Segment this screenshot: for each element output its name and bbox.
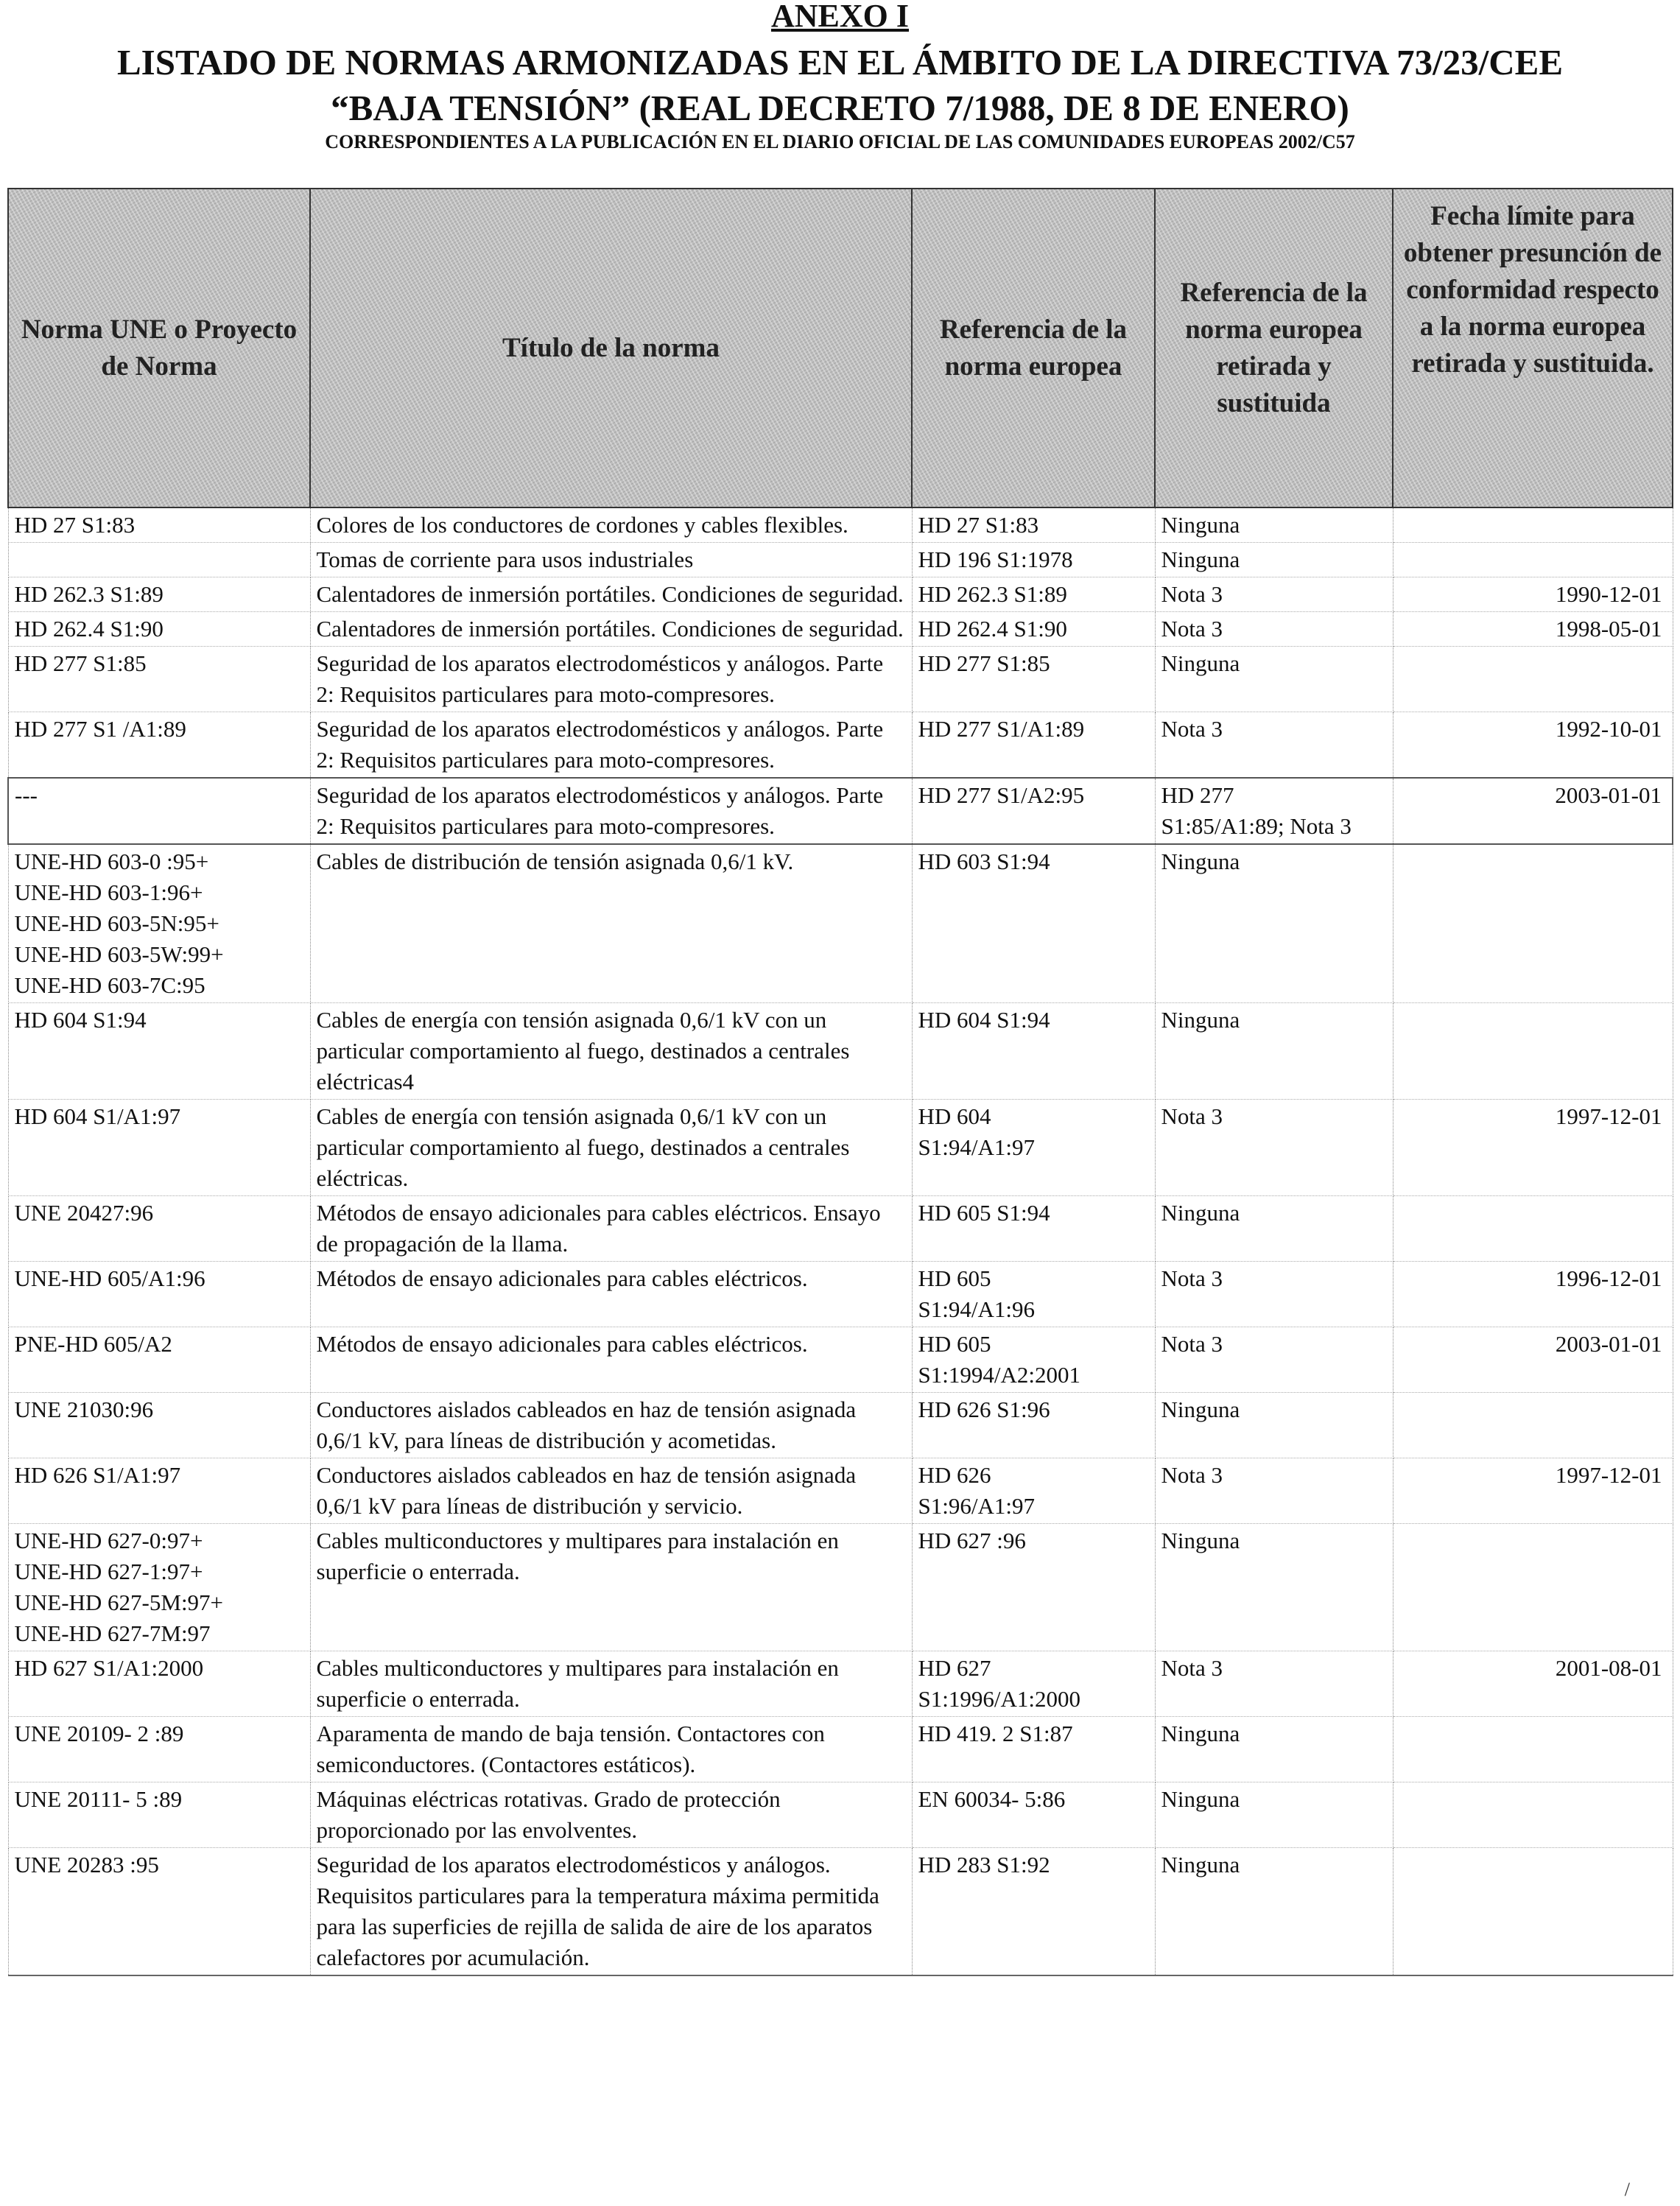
- table-row: [8, 1717, 1673, 1782]
- cell-withdrawn-ref: Nota 3: [1155, 1651, 1393, 1717]
- table-row: [8, 1327, 1673, 1393]
- table-body: [8, 507, 1673, 1975]
- cell-title: Calentadores de inmersión portátiles. Condiciones de seguridad.: [310, 577, 912, 612]
- column-header-european-ref: Referencia de la norma europea: [912, 189, 1155, 507]
- table-row: [8, 1003, 1673, 1100]
- cell-withdrawn-ref: Nota 3: [1155, 1262, 1393, 1327]
- cell-european-ref: HD 627 :96: [912, 1524, 1155, 1651]
- cell-title: Cables de energía con tensión asignada 0,6/1 kV con un particular comportamiento al fuego, destinados a centrales eléctricas4: [310, 1003, 912, 1100]
- cell-european-ref: HD 605 S1:94: [912, 1196, 1155, 1262]
- cell-withdrawn-ref: HD 277 S1:85/A1:89; Nota 3: [1155, 778, 1393, 844]
- table-row: [8, 1848, 1673, 1976]
- document-subtitle: CORRESPONDIENTES A LA PUBLICACIÓN EN EL DIARIO OFICIAL DE LAS COMUNIDADES EUROPEAS 2002/C57: [325, 131, 1355, 152]
- cell-withdrawn-ref: Nota 3: [1155, 1327, 1393, 1393]
- column-header-une: Norma UNE o Proyecto de Norma: [8, 189, 310, 507]
- cell-une: [8, 543, 310, 577]
- column-header-withdrawn-ref: Referencia de la norma europea retirada y sustituida: [1155, 189, 1393, 507]
- table-row: [8, 712, 1673, 779]
- cell-withdrawn-ref: Ninguna: [1155, 1393, 1393, 1458]
- cell-european-ref: HD 262.4 S1:90: [912, 612, 1155, 647]
- cell-title: Aparamenta de mando de baja tensión. Contactores con semiconductores. (Contactores estáticos).: [310, 1717, 912, 1782]
- cell-deadline: 1997-12-01: [1393, 1100, 1673, 1196]
- column-header-title: Título de la norma: [310, 189, 912, 507]
- table-row: [8, 507, 1673, 543]
- cell-withdrawn-ref: Nota 3: [1155, 1100, 1393, 1196]
- cell-withdrawn-ref: Ninguna: [1155, 543, 1393, 577]
- cell-une: ---: [8, 778, 310, 844]
- cell-une: UNE 20109- 2 :89: [8, 1717, 310, 1782]
- cell-deadline: 1998-05-01: [1393, 612, 1673, 647]
- cell-deadline: 1997-12-01: [1393, 1458, 1673, 1524]
- cell-title: Seguridad de los aparatos electrodomésticos y análogos. Requisitos particulares para la temperatura máxima permitida para las superficies de rejilla de salida de aire de los aparatos calefactores por acumulación.: [310, 1848, 912, 1976]
- cell-withdrawn-ref: Nota 3: [1155, 612, 1393, 647]
- cell-deadline: 2003-01-01: [1393, 778, 1673, 844]
- cell-withdrawn-ref: Ninguna: [1155, 1782, 1393, 1848]
- cell-une: HD 604 S1:94: [8, 1003, 310, 1100]
- cell-une: HD 277 S1:85: [8, 647, 310, 712]
- cell-deadline: 2001-08-01: [1393, 1651, 1673, 1717]
- cell-withdrawn-ref: Nota 3: [1155, 1458, 1393, 1524]
- table-row: [8, 1782, 1673, 1848]
- cell-title: Métodos de ensayo adicionales para cables eléctricos.: [310, 1262, 912, 1327]
- cell-withdrawn-ref: Nota 3: [1155, 712, 1393, 779]
- cell-deadline: 1992-10-01: [1393, 712, 1673, 779]
- document-title-line-1: LISTADO DE NORMAS ARMONIZADAS EN EL ÁMBITO DE LA DIRECTIVA 73/23/CEE: [116, 42, 1564, 82]
- table-header-row: [8, 189, 1673, 507]
- cell-european-ref: HD 277 S1:85: [912, 647, 1155, 712]
- cell-title: Tomas de corriente para usos industriales: [310, 543, 912, 577]
- table-row: [8, 1100, 1673, 1196]
- table-row: [8, 577, 1673, 612]
- cell-deadline: [1393, 1782, 1673, 1848]
- cell-une: HD 626 S1/A1:97: [8, 1458, 310, 1524]
- cell-european-ref: HD 605 S1:1994/A2:2001: [912, 1327, 1155, 1393]
- cell-european-ref: HD 419. 2 S1:87: [912, 1717, 1155, 1782]
- cell-european-ref: HD 277 S1/A2:95: [912, 778, 1155, 844]
- cell-une: UNE 20427:96: [8, 1196, 310, 1262]
- table-row: [8, 1262, 1673, 1327]
- cell-title: Métodos de ensayo adicionales para cables eléctricos.: [310, 1327, 912, 1393]
- table-row: [8, 1196, 1673, 1262]
- table-row: [8, 647, 1673, 712]
- cell-une: HD 262.3 S1:89: [8, 577, 310, 612]
- cell-deadline: 1996-12-01: [1393, 1262, 1673, 1327]
- cell-deadline: [1393, 647, 1673, 712]
- cell-title: Colores de los conductores de cordones y cables flexibles.: [310, 507, 912, 543]
- cell-european-ref: HD 604 S1:94/A1:97: [912, 1100, 1155, 1196]
- cell-deadline: [1393, 1196, 1673, 1262]
- cell-title: Seguridad de los aparatos electrodomésticos y análogos. Parte 2: Requisitos particulares para moto-compresores.: [310, 712, 912, 779]
- cell-european-ref: HD 27 S1:83: [912, 507, 1155, 543]
- cell-deadline: 2003-01-01: [1393, 1327, 1673, 1393]
- document-title-line-2: “BAJA TENSIÓN” (REAL DECRETO 7/1988, DE 8 DE ENERO): [331, 88, 1349, 128]
- cell-deadline: [1393, 1393, 1673, 1458]
- cell-withdrawn-ref: Ninguna: [1155, 1848, 1393, 1976]
- cell-une: HD 277 S1 /A1:89: [8, 712, 310, 779]
- cell-une: UNE 21030:96: [8, 1393, 310, 1458]
- cell-deadline: [1393, 1848, 1673, 1976]
- table-row: [8, 844, 1673, 1003]
- cell-withdrawn-ref: Ninguna: [1155, 1196, 1393, 1262]
- cell-une: UNE-HD 627-0:97+ UNE-HD 627-1:97+ UNE-HD 627-5M:97+ UNE-HD 627-7M:97: [8, 1524, 310, 1651]
- table-row: [8, 1458, 1673, 1524]
- cell-title: Calentadores de inmersión portátiles. Condiciones de seguridad.: [310, 612, 912, 647]
- cell-title: Máquinas eléctricas rotativas. Grado de protección proporcionado por las envolventes.: [310, 1782, 912, 1848]
- cell-deadline: [1393, 1524, 1673, 1651]
- cell-une: UNE 20111- 5 :89: [8, 1782, 310, 1848]
- cell-title: Conductores aislados cableados en haz de tensión asignada 0,6/1 kV para líneas de distribución y servicio.: [310, 1458, 912, 1524]
- cell-une: HD 262.4 S1:90: [8, 612, 310, 647]
- cell-deadline: [1393, 1003, 1673, 1100]
- cell-une: UNE 20283 :95: [8, 1848, 310, 1976]
- cell-european-ref: HD 605 S1:94/A1:96: [912, 1262, 1155, 1327]
- cell-deadline: [1393, 1717, 1673, 1782]
- cell-european-ref: HD 277 S1/A1:89: [912, 712, 1155, 779]
- cell-title: Cables multiconductores y multipares para instalación en superficie o enterrada.: [310, 1524, 912, 1651]
- cell-european-ref: HD 196 S1:1978: [912, 543, 1155, 577]
- table-row: [8, 778, 1673, 844]
- cell-une: HD 604 S1/A1:97: [8, 1100, 310, 1196]
- cell-une: HD 627 S1/A1:2000: [8, 1651, 310, 1717]
- cell-une: UNE-HD 605/A1:96: [8, 1262, 310, 1327]
- cell-withdrawn-ref: Ninguna: [1155, 1003, 1393, 1100]
- table-row: [8, 1524, 1673, 1651]
- cell-title: Cables de energía con tensión asignada 0,6/1 kV con un particular comportamiento al fuego, destinados a centrales eléctricas.: [310, 1100, 912, 1196]
- cell-european-ref: HD 262.3 S1:89: [912, 577, 1155, 612]
- table-row: [8, 543, 1673, 577]
- cell-une: HD 27 S1:83: [8, 507, 310, 543]
- cell-european-ref: EN 60034- 5:86: [912, 1782, 1155, 1848]
- cell-withdrawn-ref: Ninguna: [1155, 1717, 1393, 1782]
- harmonized-standards-table: [7, 188, 1673, 1976]
- table-row: [8, 612, 1673, 647]
- cell-european-ref: HD 626 S1:96/A1:97: [912, 1458, 1155, 1524]
- cell-european-ref: HD 603 S1:94: [912, 844, 1155, 1003]
- page-mark: /: [1624, 2179, 1630, 2200]
- cell-european-ref: HD 283 S1:92: [912, 1848, 1155, 1976]
- cell-title: Cables multiconductores y multipares para instalación en superficie o enterrada.: [310, 1651, 912, 1717]
- table-row: [8, 1393, 1673, 1458]
- cell-deadline: 1990-12-01: [1393, 577, 1673, 612]
- cell-deadline: [1393, 844, 1673, 1003]
- cell-european-ref: HD 604 S1:94: [912, 1003, 1155, 1100]
- table-row: [8, 1651, 1673, 1717]
- cell-une: UNE-HD 603-0 :95+ UNE-HD 603-1:96+ UNE-HD 603-5N:95+ UNE-HD 603-5W:99+ UNE-HD 603-7C:95: [8, 844, 310, 1003]
- cell-withdrawn-ref: Ninguna: [1155, 844, 1393, 1003]
- annex-heading: ANEXO I: [770, 0, 910, 34]
- cell-withdrawn-ref: Ninguna: [1155, 1524, 1393, 1651]
- cell-title: Conductores aislados cableados en haz de tensión asignada 0,6/1 kV, para líneas de distribución y acometidas.: [310, 1393, 912, 1458]
- cell-title: Métodos de ensayo adicionales para cables eléctricos. Ensayo de propagación de la llama.: [310, 1196, 912, 1262]
- cell-deadline: [1393, 543, 1673, 577]
- cell-title: Cables de distribución de tensión asignada 0,6/1 kV.: [310, 844, 912, 1003]
- cell-european-ref: HD 626 S1:96: [912, 1393, 1155, 1458]
- cell-deadline: [1393, 507, 1673, 543]
- cell-title: Seguridad de los aparatos electrodomésticos y análogos. Parte 2: Requisitos particulares para moto-compresores.: [310, 778, 912, 844]
- column-header-deadline: Fecha límite para obtener presunción de conformidad respecto a la norma europea retirada y sustituida.: [1393, 189, 1673, 507]
- cell-withdrawn-ref: Ninguna: [1155, 647, 1393, 712]
- cell-withdrawn-ref: Nota 3: [1155, 577, 1393, 612]
- cell-title: Seguridad de los aparatos electrodomésticos y análogos. Parte 2: Requisitos particulares para moto-compresores.: [310, 647, 912, 712]
- cell-withdrawn-ref: Ninguna: [1155, 507, 1393, 543]
- cell-une: PNE-HD 605/A2: [8, 1327, 310, 1393]
- cell-european-ref: HD 627 S1:1996/A1:2000: [912, 1651, 1155, 1717]
